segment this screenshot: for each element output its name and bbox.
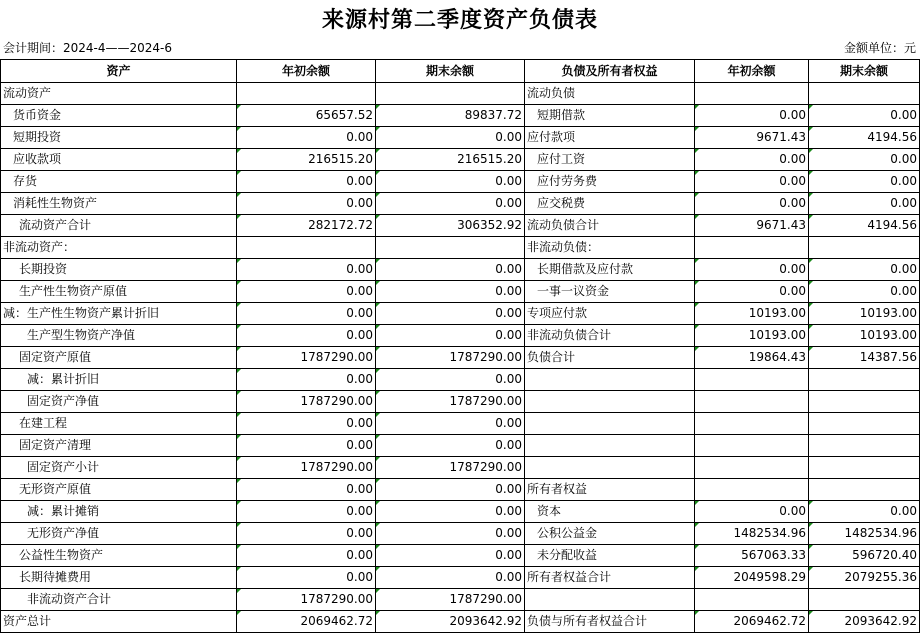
- col-header-liability-end: 期末余额: [809, 60, 920, 83]
- liability-end-cell: 2093642.92: [809, 611, 920, 633]
- liability-label-cell: [525, 369, 695, 391]
- liability-end-cell: 2079255.36: [809, 567, 920, 589]
- liability-label-cell: 一事一议资金: [525, 281, 695, 303]
- asset-label-cell: 生产性生物资产原值: [1, 281, 237, 303]
- asset-begin-cell: 282172.72: [237, 215, 376, 237]
- asset-begin-cell: 0.00: [237, 523, 376, 545]
- liability-label-cell: 长期借款及应付款: [525, 259, 695, 281]
- table-row: [1, 259, 920, 281]
- asset-begin-cell: 0.00: [237, 193, 376, 215]
- liability-begin-cell: [695, 369, 809, 391]
- liability-label-cell: [525, 391, 695, 413]
- liability-label-cell: [525, 413, 695, 435]
- asset-label-cell: 在建工程: [1, 413, 237, 435]
- asset-label-cell: 消耗性生物资产: [1, 193, 237, 215]
- table-row: [1, 501, 920, 523]
- report-title: 来源村第二季度资产负债表: [321, 7, 598, 33]
- liability-begin-cell: 1482534.96: [695, 523, 809, 545]
- table-row: [1, 149, 920, 171]
- liability-begin-cell: 9671.43: [695, 215, 809, 237]
- liability-label-cell: 非流动负债：: [525, 237, 695, 259]
- asset-label-cell: 固定资产小计: [1, 457, 237, 479]
- asset-begin-cell: 0.00: [237, 545, 376, 567]
- asset-label-cell: 长期投资: [1, 259, 237, 281]
- liability-begin-cell: [695, 413, 809, 435]
- liability-end-cell: 1482534.96: [809, 523, 920, 545]
- asset-end-cell: 89837.72: [376, 105, 525, 127]
- asset-label-cell: 无形资产净值: [1, 523, 237, 545]
- col-header-liability-begin: 年初余额: [695, 60, 809, 83]
- liability-label-cell: [525, 589, 695, 611]
- liability-end-cell: [809, 369, 920, 391]
- liability-begin-cell: 19864.43: [695, 347, 809, 369]
- liability-end-cell: [809, 237, 920, 259]
- liability-begin-cell: [695, 237, 809, 259]
- liability-end-cell: 14387.56: [809, 347, 920, 369]
- asset-end-cell: 0.00: [376, 193, 525, 215]
- asset-label-cell: 公益性生物资产: [1, 545, 237, 567]
- asset-label-cell: 应收款项: [1, 149, 237, 171]
- liability-end-cell: 0.00: [809, 281, 920, 303]
- table-row: [1, 391, 920, 413]
- table-row: [1, 479, 920, 501]
- liability-end-cell: [809, 413, 920, 435]
- liability-begin-cell: 0.00: [695, 259, 809, 281]
- liability-end-cell: 0.00: [809, 171, 920, 193]
- asset-begin-cell: 1787290.00: [237, 391, 376, 413]
- asset-begin-cell: [237, 237, 376, 259]
- liability-label-cell: 流动负债合计: [525, 215, 695, 237]
- table-row: [1, 611, 920, 633]
- table-row: [1, 413, 920, 435]
- liability-label-cell: 非流动负债合计: [525, 325, 695, 347]
- table-row: [1, 325, 920, 347]
- asset-end-cell: 0.00: [376, 413, 525, 435]
- liability-begin-cell: 0.00: [695, 281, 809, 303]
- asset-label-cell: 流动资产: [1, 83, 237, 105]
- table-row: [1, 215, 920, 237]
- liability-end-cell: 0.00: [809, 193, 920, 215]
- asset-begin-cell: 0.00: [237, 325, 376, 347]
- asset-end-cell: 0.00: [376, 127, 525, 149]
- balance-sheet-table: [0, 59, 920, 633]
- accounting-period: 会计期间：2024-4——2024-6: [3, 41, 173, 55]
- liability-label-cell: 应付劳务费: [525, 171, 695, 193]
- liability-end-cell: [809, 589, 920, 611]
- liability-begin-cell: [695, 83, 809, 105]
- asset-label-cell: 存货: [1, 171, 237, 193]
- liability-end-cell: [809, 479, 920, 501]
- liability-label-cell: [525, 435, 695, 457]
- table-row: [1, 127, 920, 149]
- asset-begin-cell: 0.00: [237, 171, 376, 193]
- liability-begin-cell: 567063.33: [695, 545, 809, 567]
- table-row: [1, 237, 920, 259]
- col-header-liability: 负债及所有者权益: [525, 60, 695, 83]
- table-row: [1, 457, 920, 479]
- liability-end-cell: [809, 391, 920, 413]
- asset-begin-cell: 0.00: [237, 127, 376, 149]
- asset-end-cell: 0.00: [376, 369, 525, 391]
- liability-begin-cell: 10193.00: [695, 303, 809, 325]
- liability-label-cell: [525, 457, 695, 479]
- asset-begin-cell: 0.00: [237, 281, 376, 303]
- asset-begin-cell: 1787290.00: [237, 589, 376, 611]
- liability-end-cell: 4194.56: [809, 215, 920, 237]
- asset-end-cell: 1787290.00: [376, 589, 525, 611]
- liability-begin-cell: 0.00: [695, 149, 809, 171]
- table-row: [1, 281, 920, 303]
- asset-begin-cell: 2069462.72: [237, 611, 376, 633]
- asset-end-cell: 0.00: [376, 325, 525, 347]
- liability-end-cell: 596720.40: [809, 545, 920, 567]
- liability-label-cell: 专项应付款: [525, 303, 695, 325]
- liability-begin-cell: 10193.00: [695, 325, 809, 347]
- liability-label-cell: 负债与所有者权益合计: [525, 611, 695, 633]
- liability-label-cell: 未分配收益: [525, 545, 695, 567]
- liability-label-cell: 应交税费: [525, 193, 695, 215]
- asset-label-cell: 货币资金: [1, 105, 237, 127]
- asset-label-cell: 流动资产合计: [1, 215, 237, 237]
- asset-end-cell: [376, 83, 525, 105]
- asset-label-cell: 非流动资产：: [1, 237, 237, 259]
- asset-end-cell: 216515.20: [376, 149, 525, 171]
- liability-end-cell: 10193.00: [809, 303, 920, 325]
- col-header-asset: 资产: [1, 60, 237, 83]
- table-row: [1, 347, 920, 369]
- asset-label-cell: 短期投资: [1, 127, 237, 149]
- liability-end-cell: [809, 457, 920, 479]
- liability-label-cell: 流动负债: [525, 83, 695, 105]
- asset-label-cell: 减：累计折旧: [1, 369, 237, 391]
- asset-label-cell: 固定资产原值: [1, 347, 237, 369]
- table-row: [1, 193, 920, 215]
- asset-begin-cell: 0.00: [237, 413, 376, 435]
- asset-end-cell: 1787290.00: [376, 391, 525, 413]
- asset-begin-cell: 1787290.00: [237, 457, 376, 479]
- asset-label-cell: 生产型生物资产净值: [1, 325, 237, 347]
- asset-end-cell: 0.00: [376, 259, 525, 281]
- asset-end-cell: 0.00: [376, 567, 525, 589]
- table-row: [1, 303, 920, 325]
- asset-begin-cell: 0.00: [237, 435, 376, 457]
- asset-label-cell: 资产总计: [1, 611, 237, 633]
- liability-end-cell: 0.00: [809, 259, 920, 281]
- asset-end-cell: 0.00: [376, 545, 525, 567]
- asset-label-cell: 固定资产净值: [1, 391, 237, 413]
- asset-end-cell: 0.00: [376, 303, 525, 325]
- header-row: [1, 60, 920, 83]
- asset-label-cell: 减：累计摊销: [1, 501, 237, 523]
- asset-label-cell: 非流动资产合计: [1, 589, 237, 611]
- asset-label-cell: 无形资产原值: [1, 479, 237, 501]
- liability-label-cell: 资本: [525, 501, 695, 523]
- asset-end-cell: 1787290.00: [376, 347, 525, 369]
- liability-end-cell: [809, 435, 920, 457]
- liability-begin-cell: [695, 589, 809, 611]
- table-row: [1, 567, 920, 589]
- asset-end-cell: 2093642.92: [376, 611, 525, 633]
- liability-begin-cell: 0.00: [695, 171, 809, 193]
- asset-begin-cell: 65657.52: [237, 105, 376, 127]
- asset-end-cell: 0.00: [376, 501, 525, 523]
- liability-end-cell: 0.00: [809, 105, 920, 127]
- asset-begin-cell: 1787290.00: [237, 347, 376, 369]
- table-row: [1, 545, 920, 567]
- table-row: [1, 523, 920, 545]
- asset-begin-cell: 0.00: [237, 303, 376, 325]
- liability-label-cell: 所有者权益: [525, 479, 695, 501]
- table-row: [1, 83, 920, 105]
- asset-begin-cell: 0.00: [237, 369, 376, 391]
- liability-begin-cell: 0.00: [695, 193, 809, 215]
- liability-label-cell: 应付工资: [525, 149, 695, 171]
- asset-end-cell: 1787290.00: [376, 457, 525, 479]
- col-header-asset-end: 期末余额: [376, 60, 525, 83]
- asset-begin-cell: [237, 83, 376, 105]
- liability-end-cell: [809, 83, 920, 105]
- asset-begin-cell: 0.00: [237, 501, 376, 523]
- liability-label-cell: 负债合计: [525, 347, 695, 369]
- liability-end-cell: 4194.56: [809, 127, 920, 149]
- liability-begin-cell: 0.00: [695, 501, 809, 523]
- asset-end-cell: 0.00: [376, 523, 525, 545]
- liability-label-cell: 公积公益金: [525, 523, 695, 545]
- asset-label-cell: 长期待摊费用: [1, 567, 237, 589]
- liability-end-cell: 0.00: [809, 501, 920, 523]
- table-row: [1, 435, 920, 457]
- asset-label-cell: 减：生产性生物资产累计折旧: [1, 303, 237, 325]
- liability-end-cell: 0.00: [809, 149, 920, 171]
- liability-begin-cell: 0.00: [695, 105, 809, 127]
- asset-end-cell: 0.00: [376, 479, 525, 501]
- asset-end-cell: [376, 237, 525, 259]
- table-row: [1, 105, 920, 127]
- col-header-asset-begin: 年初余额: [237, 60, 376, 83]
- liability-begin-cell: 9671.43: [695, 127, 809, 149]
- asset-end-cell: 306352.92: [376, 215, 525, 237]
- asset-end-cell: 0.00: [376, 281, 525, 303]
- liability-label-cell: 所有者权益合计: [525, 567, 695, 589]
- liability-begin-cell: [695, 391, 809, 413]
- asset-begin-cell: 0.00: [237, 479, 376, 501]
- table-row: [1, 369, 920, 391]
- asset-begin-cell: 0.00: [237, 259, 376, 281]
- asset-begin-cell: 216515.20: [237, 149, 376, 171]
- liability-begin-cell: [695, 479, 809, 501]
- liability-label-cell: 应付款项: [525, 127, 695, 149]
- liability-begin-cell: [695, 435, 809, 457]
- asset-label-cell: 固定资产清理: [1, 435, 237, 457]
- table-row: [1, 171, 920, 193]
- liability-begin-cell: 2069462.72: [695, 611, 809, 633]
- liability-label-cell: 短期借款: [525, 105, 695, 127]
- currency-unit: 金额单位：元: [843, 41, 916, 55]
- liability-begin-cell: 2049598.29: [695, 567, 809, 589]
- table-row: [1, 589, 920, 611]
- asset-end-cell: 0.00: [376, 171, 525, 193]
- asset-begin-cell: 0.00: [237, 567, 376, 589]
- asset-end-cell: 0.00: [376, 435, 525, 457]
- liability-begin-cell: [695, 457, 809, 479]
- liability-end-cell: 10193.00: [809, 325, 920, 347]
